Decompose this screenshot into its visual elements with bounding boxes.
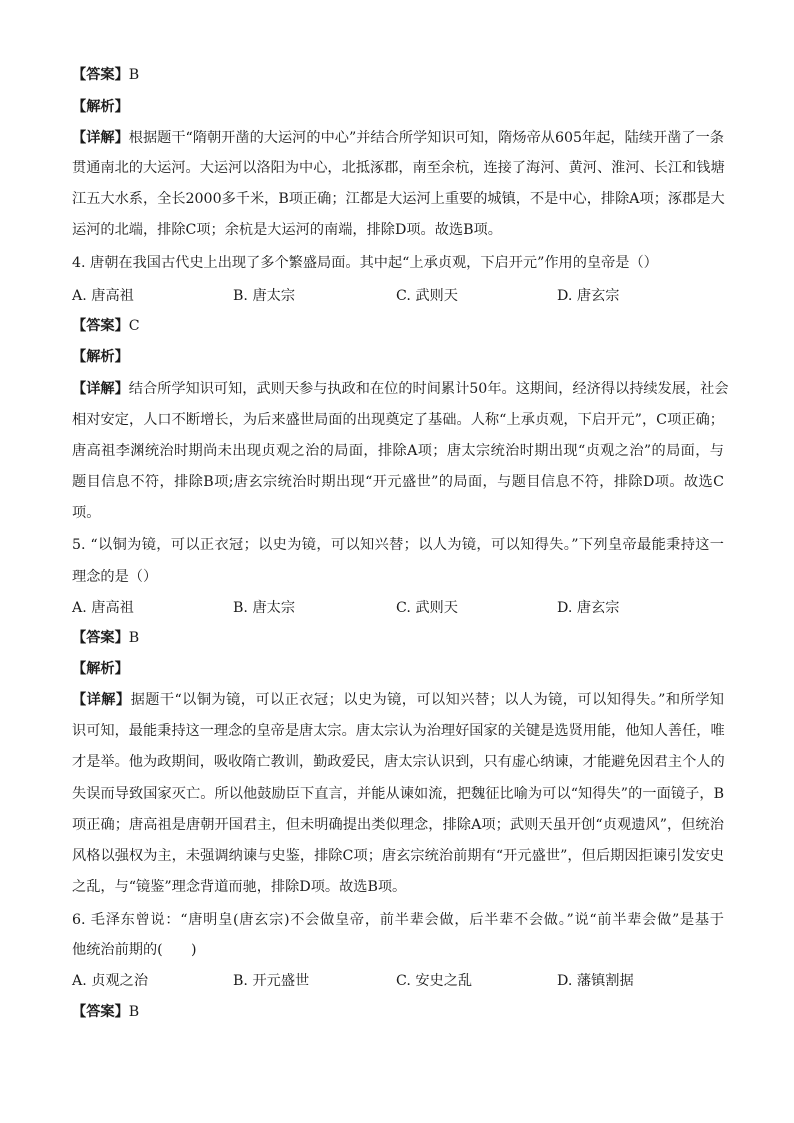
q6-option-d: D. 藩镇割据 <box>557 973 634 989</box>
answer-value: C <box>128 318 140 334</box>
q5-option-b: B. 唐太宗 <box>233 600 296 616</box>
q4-detail-line-2: 相对安定，人口不断增长，为后来盛世局面的出现奠定了基础。人称“上承贞观，下启开元”，C项正确； <box>72 412 724 428</box>
q6-option-a: A. 贞观之治 <box>72 973 149 989</box>
q4-detail-line-3: 唐高祖李渊统治时期尚未出现贞观之治的局面，排除A项；唐太宗统治时期出现“贞观之治”的局面，与 <box>72 443 724 459</box>
detail-tag: 【详解】 <box>72 692 131 708</box>
q4-stem: 4. 唐朝在我国古代史上出现了多个繁盛局面。其中起“上承贞观，下启开元”作用的皇帝是（） <box>72 255 658 271</box>
answer-tag: 【答案】 <box>72 318 129 334</box>
q3-detail-line-1 <box>72 128 724 148</box>
q5-option-d: D. 唐玄宗 <box>557 600 620 616</box>
q6-option-b: B. 开元盛世 <box>233 973 310 989</box>
detail-text: 据题干“以铜为镜，可以正衣冠；以史为镜，可以知兴替；以人为镜，可以知得失。”和所学知 <box>130 692 724 708</box>
q4-detail-line-5: 项。 <box>72 505 101 521</box>
q4-answer-line <box>72 316 724 336</box>
answer-value: B <box>128 67 140 83</box>
detail-tag: 【详解】 <box>72 381 129 397</box>
q5-stem-line-1: 5. “以铜为镜，可以正衣冠；以史为镜，可以知兴替；以人为镜，可以知得失。”下列皇帝最能秉持这一 <box>72 537 724 553</box>
q5-option-a: A. 唐高祖 <box>72 600 134 616</box>
q6-answer-line <box>72 1002 724 1022</box>
q5-detail-line-5: 项正确；唐高祖是唐朝开国君主，但未明确提出类似理念，排除A项；武则天虽开创“贞观遗风”，但统治 <box>72 817 724 833</box>
answer-tag: 【答案】 <box>72 67 129 83</box>
analysis-tag: 【解析】 <box>72 99 129 115</box>
q6-stem-line-1: 6. 毛泽东曾说：“唐明皇(唐玄宗)不会做皇帝，前半辈会做，后半辈不会做。”说“前半辈会做”是基于 <box>72 912 724 928</box>
q3-answer-line <box>72 65 724 85</box>
q4-option-c: C. 武则天 <box>396 288 458 304</box>
q5-detail-line-6: 风格以强权为主，未强调纳谏与史鉴，排除C项；唐玄宗统治前期有“开元盛世”，但后期因拒谏引发安史 <box>72 848 724 864</box>
analysis-tag: 【解析】 <box>72 349 129 365</box>
q3-detail-line-2: 贯通南北的大运河。大运河以洛阳为中心，北抵涿郡，南至余杭，连接了海河、黄河、淮河、长江和钱塘 <box>72 160 725 176</box>
detail-text: 结合所学知识可知，武则天参与执政和在位的时间累计50年。这期间，经济得以持续发展，社会 <box>128 381 729 397</box>
q5-answer-line <box>72 628 724 648</box>
q5-detail-line-3: 才是举。他为政期间，吸收隋亡教训，勤政爱民，唐太宗认识到，只有虚心纳谏，才能避免因君主个人的 <box>72 754 725 770</box>
q3-detail-line-3: 江五大水系，全长2000多千米，B项正确；江都是大运河上重要的城镇，不是中心，排除A项；涿郡是大 <box>72 191 725 207</box>
analysis-tag: 【解析】 <box>72 661 129 677</box>
detail-text: 根据题干“隋朝开凿的大运河的中心”并结合所学知识可知，隋炀帝从605年起，陆续开凿了一条 <box>128 130 724 146</box>
q4-detail-line-4: 题目信息不符，排除B项;唐玄宗统治时期出现“开元盛世”的局面，与题目信息不符，排除D项。故选C <box>72 474 724 490</box>
q4-option-d: D. 唐玄宗 <box>557 288 620 304</box>
q5-detail-line-7: 之乱，与“镜鉴”理念背道而驰，排除D项。故选B项。 <box>72 879 407 895</box>
q6-option-c: C. 安史之乱 <box>396 973 473 989</box>
q5-detail-line-1 <box>72 690 724 710</box>
q3-detail-line-4: 运河的北端，排除C项；余杭是大运河的南端，排除D项。故选B项。 <box>72 222 502 238</box>
q6-stem-line-2: 他统治前期的( ) <box>72 942 197 958</box>
q4-detail-line-1 <box>72 379 729 399</box>
answer-tag: 【答案】 <box>72 1004 129 1020</box>
answer-value: B <box>128 1004 140 1020</box>
answer-value: B <box>128 630 140 646</box>
q5-option-c: C. 武则天 <box>396 600 458 616</box>
detail-tag: 【详解】 <box>72 130 129 146</box>
answer-tag: 【答案】 <box>72 630 129 646</box>
q5-stem-line-2: 理念的是（） <box>72 569 158 585</box>
q4-option-b: B. 唐太宗 <box>233 288 296 304</box>
q3-analysis-heading <box>72 97 724 117</box>
q5-analysis-heading <box>72 659 724 679</box>
q5-detail-line-2: 识可知，最能秉持这一理念的皇帝是唐太宗。唐太宗认为治理好国家的关键是选贤用能，他知人善任，唯 <box>72 723 725 739</box>
q4-analysis-heading <box>72 347 724 367</box>
q4-option-a: A. 唐高祖 <box>72 288 134 304</box>
q5-detail-line-4: 失误而导致国家灭亡。所以他鼓励臣下直言，并能从谏如流，把魏征比喻为可以“知得失”的一面镜子，B <box>72 786 724 802</box>
